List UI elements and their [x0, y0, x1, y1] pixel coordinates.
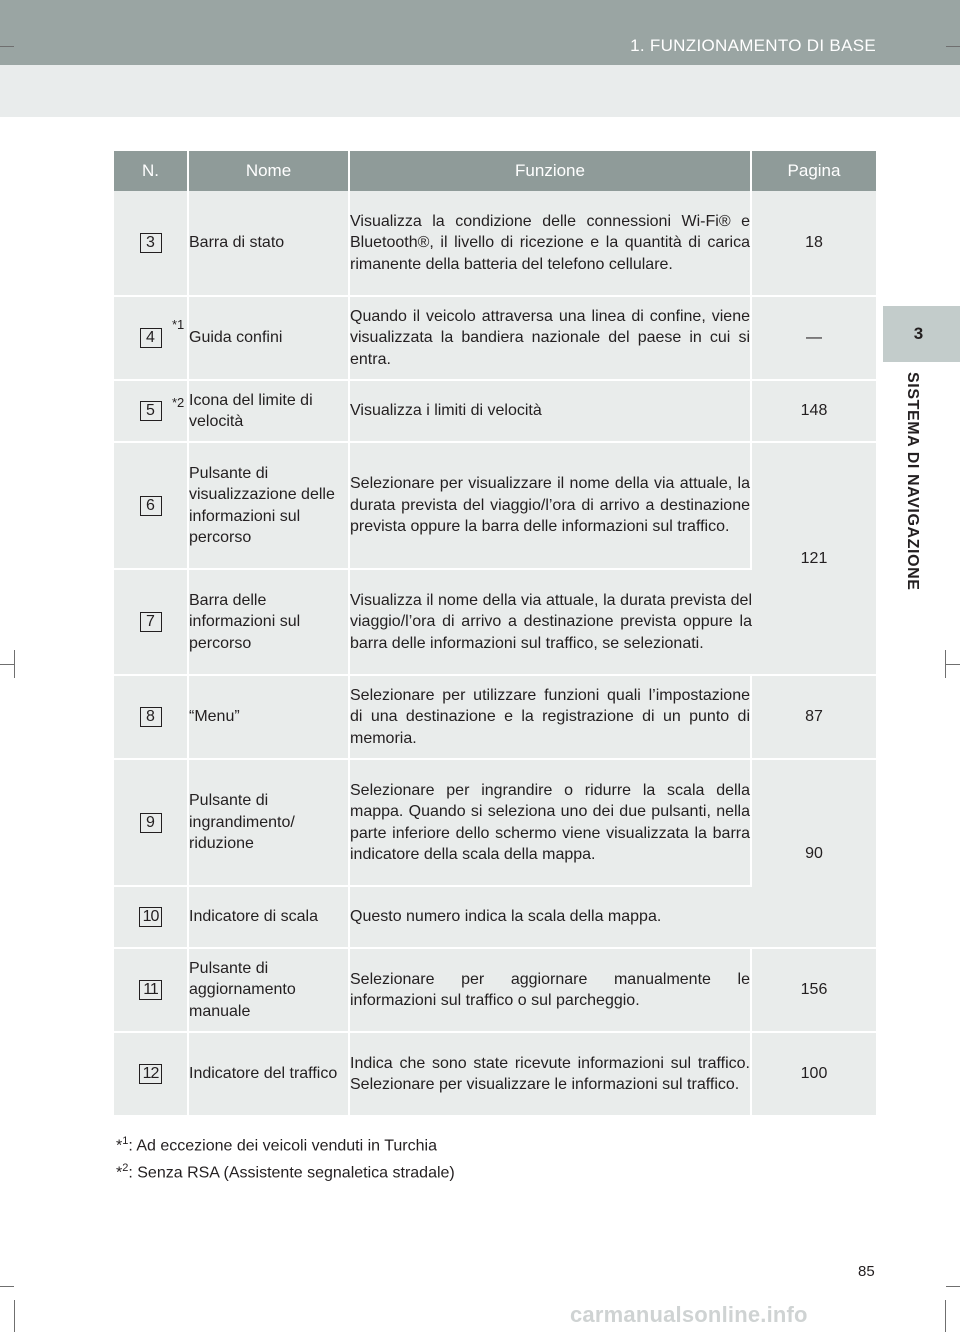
row-page: 18 [752, 191, 876, 297]
callout-number: 8 [140, 707, 162, 727]
crop-mark [946, 1286, 960, 1287]
column-header-name: Nome [189, 151, 350, 191]
header-subband [0, 65, 960, 117]
crop-mark [0, 664, 14, 665]
crop-mark [0, 46, 14, 47]
callout-number: 11 [139, 980, 162, 1000]
row-function: Quando il veicolo attraversa una linea di confine, viene visualizzata la bandiera nazionale del paese in cui si entra. [350, 297, 752, 381]
footnote-text: : Senza RSA (Assistente segnaletica stradale) [128, 1164, 455, 1182]
row-page: 87 [752, 676, 876, 760]
row-function: Selezionare per utilizzare funzioni quali l’impostazione di una destinazione e la registrazione di un punto di memoria. [350, 676, 752, 760]
row-name: Indicatore di scala [189, 887, 350, 949]
row-number-cell [114, 949, 189, 1033]
row-function: Visualizza i limiti di velocità [350, 381, 752, 443]
crop-mark [946, 664, 960, 665]
row-name: Barra delle informazioni sul percorso [189, 570, 350, 676]
row-function: Visualizza la condizione delle connessioni Wi-Fi® e Bluetooth®, il livello di ricezione e la quantità di carica rimanente della batteria del telefono cellulare. [350, 191, 752, 297]
chapter-number: 3 [913, 324, 924, 343]
table-row [114, 1033, 876, 1117]
callout-number: 6 [140, 496, 162, 516]
row-name: Pulsante di aggiornamento manuale [189, 949, 350, 1033]
table-row [114, 191, 876, 297]
crop-mark [946, 46, 960, 47]
footnote-marker: *2 [172, 395, 185, 410]
row-page: — [752, 297, 876, 381]
row-number-cell [114, 443, 189, 570]
row-number-cell [114, 297, 189, 381]
row-function: Indica che sono state ricevute informazioni sul traffico. Selezionare per visualizzare le informazioni sul traffico. [350, 1033, 752, 1117]
column-header-number: N. [114, 151, 189, 191]
table-row [114, 443, 876, 570]
column-header-function: Funzione [350, 151, 752, 191]
crop-mark [945, 1300, 946, 1332]
chapter-label: SISTEMA DI NAVIGAZIONE [904, 372, 921, 591]
callout-number: 9 [140, 813, 162, 833]
watermark: carmanualsonline.info [570, 1302, 808, 1327]
callout-number: 5 [140, 401, 162, 421]
footnote-marker: *1 [172, 316, 185, 332]
row-name: Pulsante di visualizzazione delle informazioni sul percorso [189, 443, 350, 570]
row-number-cell [114, 191, 189, 297]
table-row [114, 760, 876, 887]
crop-mark [0, 1286, 14, 1287]
footnote-mark: * [116, 1164, 123, 1182]
row-number-cell [114, 676, 189, 760]
callout-number: 12 [139, 1064, 162, 1084]
callout-number: 4 [140, 328, 162, 348]
row-number-cell [114, 887, 189, 949]
row-function: Selezionare per aggiornare manualmente le informazioni sul traffico o sul parcheggio. [350, 949, 752, 1033]
row-name: Guida confini [189, 297, 350, 381]
row-page: 156 [752, 949, 876, 1033]
row-name: Icona del limite di velocità [189, 381, 350, 443]
footnote-2 [116, 1157, 455, 1184]
row-name: Barra di stato [189, 191, 350, 297]
table-row [114, 676, 876, 760]
row-number-cell [114, 381, 189, 443]
chapter-tab[interactable] [883, 306, 960, 362]
row-name: Indicatore del traffico [189, 1033, 350, 1117]
callout-number: 3 [140, 233, 162, 253]
row-name: Pulsante di ingrandimento/ riduzione [189, 760, 350, 887]
crop-mark [945, 650, 946, 678]
row-function: Selezionare per visualizzare il nome della via attuale, la durata prevista del viaggio/l’ora di arrivo a destinazione prevista oppure la barra delle informazioni sul traffico. [350, 443, 752, 570]
footnotes [116, 1130, 455, 1185]
row-number-cell [114, 760, 189, 887]
row-page: 121 [752, 443, 876, 676]
footnote-text: : Ad eccezione dei veicoli venduti in Turchia [128, 1137, 437, 1155]
components-table [114, 151, 876, 1117]
row-page: 148 [752, 381, 876, 443]
callout-number: 7 [140, 612, 162, 632]
footnote-1 [116, 1130, 455, 1157]
callout-number: 10 [139, 907, 162, 927]
row-function: Questo numero indica la scala della mappa. [350, 887, 752, 949]
row-page: 100 [752, 1033, 876, 1117]
table-row [114, 297, 876, 381]
table-header-row [114, 151, 876, 191]
row-function: Visualizza il nome della via attuale, la durata prevista del viaggio/l’ora di arrivo a destinazione prevista oppure la barra delle informazioni sul traffico, se selezionati. [350, 570, 752, 676]
row-number-cell [114, 570, 189, 676]
footnote-sup: 1 [122, 1135, 129, 1147]
table-row [114, 949, 876, 1033]
row-page: 90 [752, 760, 876, 949]
row-number-cell [114, 1033, 189, 1117]
page-number: 85 [858, 1263, 875, 1280]
crop-mark [14, 650, 15, 678]
row-function: Selezionare per ingrandire o ridurre la scala della mappa. Quando si seleziona uno dei due pulsanti, nella parte inferiore dello schermo viene visualizzata la barra indicatore della scala della mappa. [350, 760, 752, 887]
crop-mark [14, 1300, 15, 1332]
footnote-mark: * [116, 1137, 123, 1155]
column-header-page: Pagina [752, 151, 876, 191]
section-title: 1. FUNZIONAMENTO DI BASE [630, 36, 876, 55]
row-name: “Menu” [189, 676, 350, 760]
table-row [114, 381, 876, 443]
footnote-sup: 2 [122, 1162, 129, 1175]
